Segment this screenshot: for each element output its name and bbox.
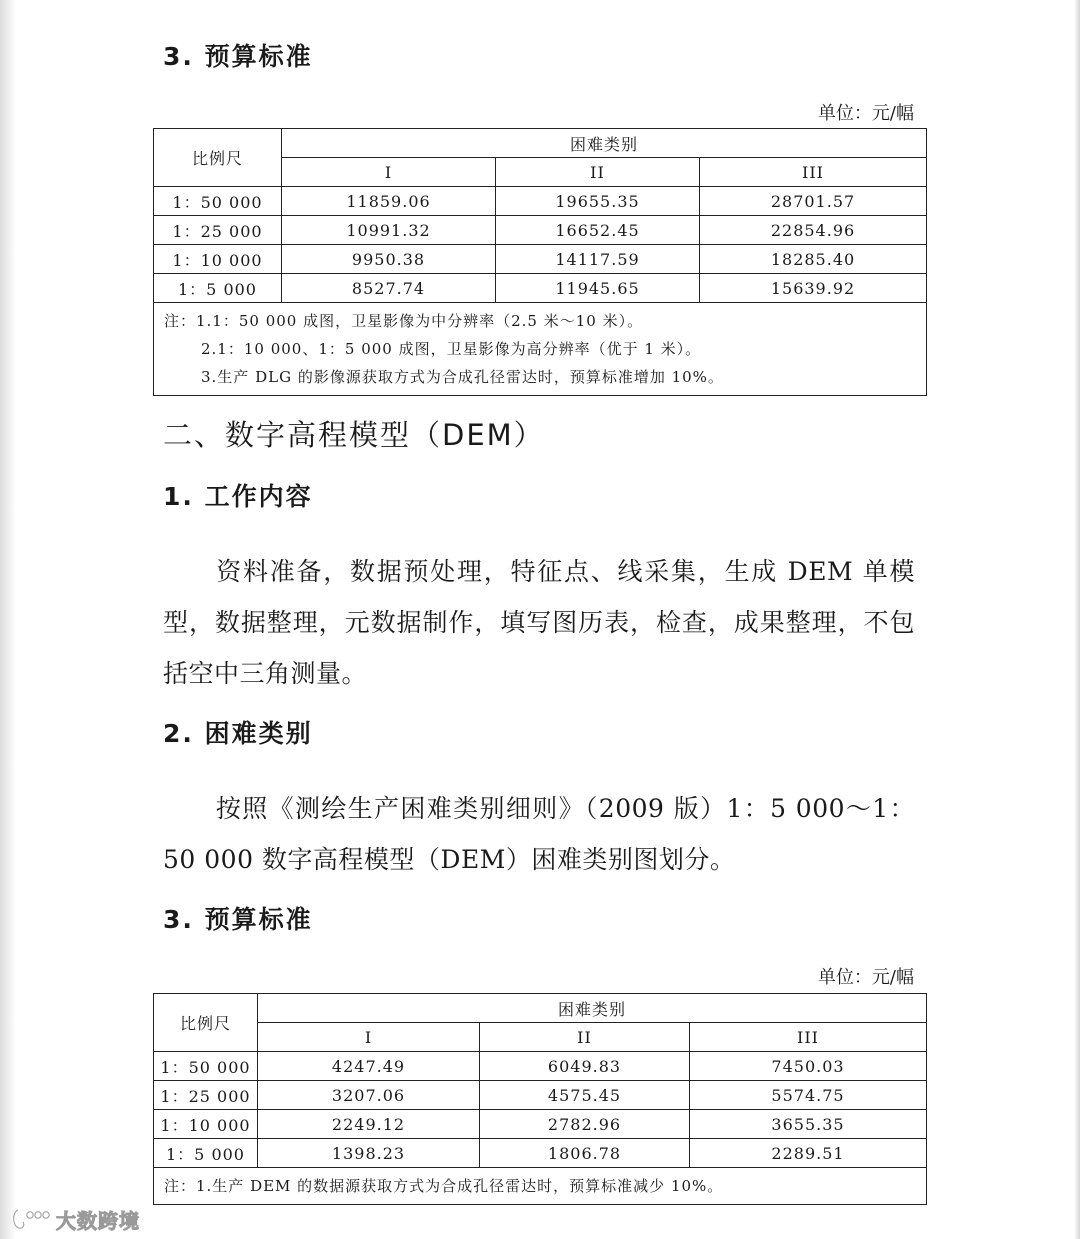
- note-line: 2.1：10 000、1：5 000 成图，卫星影像为高分辨率（优于 1 米）。: [201, 340, 702, 358]
- work-content-text: 资料准备，数据预处理，特征点、线采集，生成 DEM 单模型，数据整理，元数据制作，填写图历表，检查，成果整理，不包括空中三角测量。: [163, 557, 915, 688]
- difficulty-text: 按照《测绘生产困难类别细则》（2009 版）1：5 000～1：50 000 数字高程模型（DEM）困难类别图划分。: [163, 794, 915, 874]
- class-header-1: I: [258, 1023, 480, 1052]
- value-cell: 28701.57: [700, 187, 927, 216]
- table-row: [154, 274, 927, 303]
- class-header-2: II: [480, 1023, 690, 1052]
- value-cell: 18285.40: [700, 245, 927, 274]
- class-header-3: III: [700, 158, 927, 187]
- watermark-logo-icon: [10, 1206, 50, 1232]
- value-cell: 1806.78: [480, 1139, 690, 1168]
- watermark: [10, 1203, 140, 1235]
- table-row: [154, 1139, 927, 1168]
- class-header-2: II: [496, 158, 700, 187]
- value-cell: 1398.23: [258, 1139, 480, 1168]
- dem-budget-table: [153, 993, 927, 1205]
- value-cell: 22854.96: [700, 216, 927, 245]
- work-content-heading: 1. 工作内容: [163, 482, 313, 511]
- table-row: [154, 187, 927, 216]
- table-notes: [154, 303, 927, 396]
- value-cell: 2289.51: [690, 1139, 927, 1168]
- scale-cell: 1：50 000: [154, 1052, 258, 1081]
- scale-cell: 1：10 000: [154, 1110, 258, 1139]
- difficulty-header: 困难类别: [282, 129, 927, 158]
- value-cell: 15639.92: [700, 274, 927, 303]
- value-cell: 14117.59: [496, 245, 700, 274]
- value-cell: 5574.75: [690, 1081, 927, 1110]
- value-cell: 2249.12: [258, 1110, 480, 1139]
- budget-heading-1: 3. 预算标准: [163, 42, 313, 71]
- value-cell: 19655.35: [496, 187, 700, 216]
- note-line: 注：1.生产 DEM 的数据源获取方式为合成孔径雷达时，预算标准减少 10%。: [164, 1177, 724, 1195]
- table-row: [154, 1081, 927, 1110]
- difficulty-paragraph: [163, 783, 915, 885]
- value-cell: 7450.03: [690, 1052, 927, 1081]
- scale-cell: 1：50 000: [154, 187, 282, 216]
- page-edge-shadow-left: [0, 0, 16, 1239]
- table-notes: [154, 1168, 927, 1205]
- work-content-paragraph: [163, 546, 915, 699]
- note-line: 3.生产 DLG 的影像源获取方式为合成孔径雷达时，预算标准增加 10%。: [201, 368, 724, 386]
- class-header-3: III: [690, 1023, 927, 1052]
- dlg-budget-table: [153, 128, 927, 396]
- budget-heading-2: 3. 预算标准: [163, 905, 313, 934]
- value-cell: 6049.83: [480, 1052, 690, 1081]
- table-row: [154, 245, 927, 274]
- table-row: [154, 1110, 927, 1139]
- value-cell: 11945.65: [496, 274, 700, 303]
- unit-label-1: 单位：元/幅: [817, 103, 914, 124]
- value-cell: 2782.96: [480, 1110, 690, 1139]
- note-line: 注：1.1：50 000 成图，卫星影像为中分辨率（2.5 米～10 米）。: [164, 312, 644, 330]
- difficulty-heading: 2. 困难类别: [163, 719, 313, 748]
- difficulty-header: 困难类别: [258, 994, 927, 1023]
- scale-header: 比例尺: [154, 994, 258, 1052]
- scale-cell: 1：5 000: [154, 1139, 258, 1168]
- watermark-text: 大数跨境: [56, 1208, 140, 1233]
- scale-cell: 1：5 000: [154, 274, 282, 303]
- value-cell: 10991.32: [282, 216, 496, 245]
- value-cell: 4247.49: [258, 1052, 480, 1081]
- value-cell: 3207.06: [258, 1081, 480, 1110]
- value-cell: 8527.74: [282, 274, 496, 303]
- table-row: [154, 1052, 927, 1081]
- scale-cell: 1：25 000: [154, 1081, 258, 1110]
- section-title-dem: 二、数字高程模型（DEM）: [163, 418, 545, 452]
- unit-label-2: 单位：元/幅: [817, 967, 914, 988]
- table-row: [154, 216, 927, 245]
- scale-cell: 1：25 000: [154, 216, 282, 245]
- scale-cell: 1：10 000: [154, 245, 282, 274]
- value-cell: 11859.06: [282, 187, 496, 216]
- value-cell: 4575.45: [480, 1081, 690, 1110]
- value-cell: 16652.45: [496, 216, 700, 245]
- value-cell: 3655.35: [690, 1110, 927, 1139]
- scale-header: 比例尺: [154, 129, 282, 187]
- page-edge-shadow-right: [1074, 0, 1080, 1239]
- class-header-1: I: [282, 158, 496, 187]
- value-cell: 9950.38: [282, 245, 496, 274]
